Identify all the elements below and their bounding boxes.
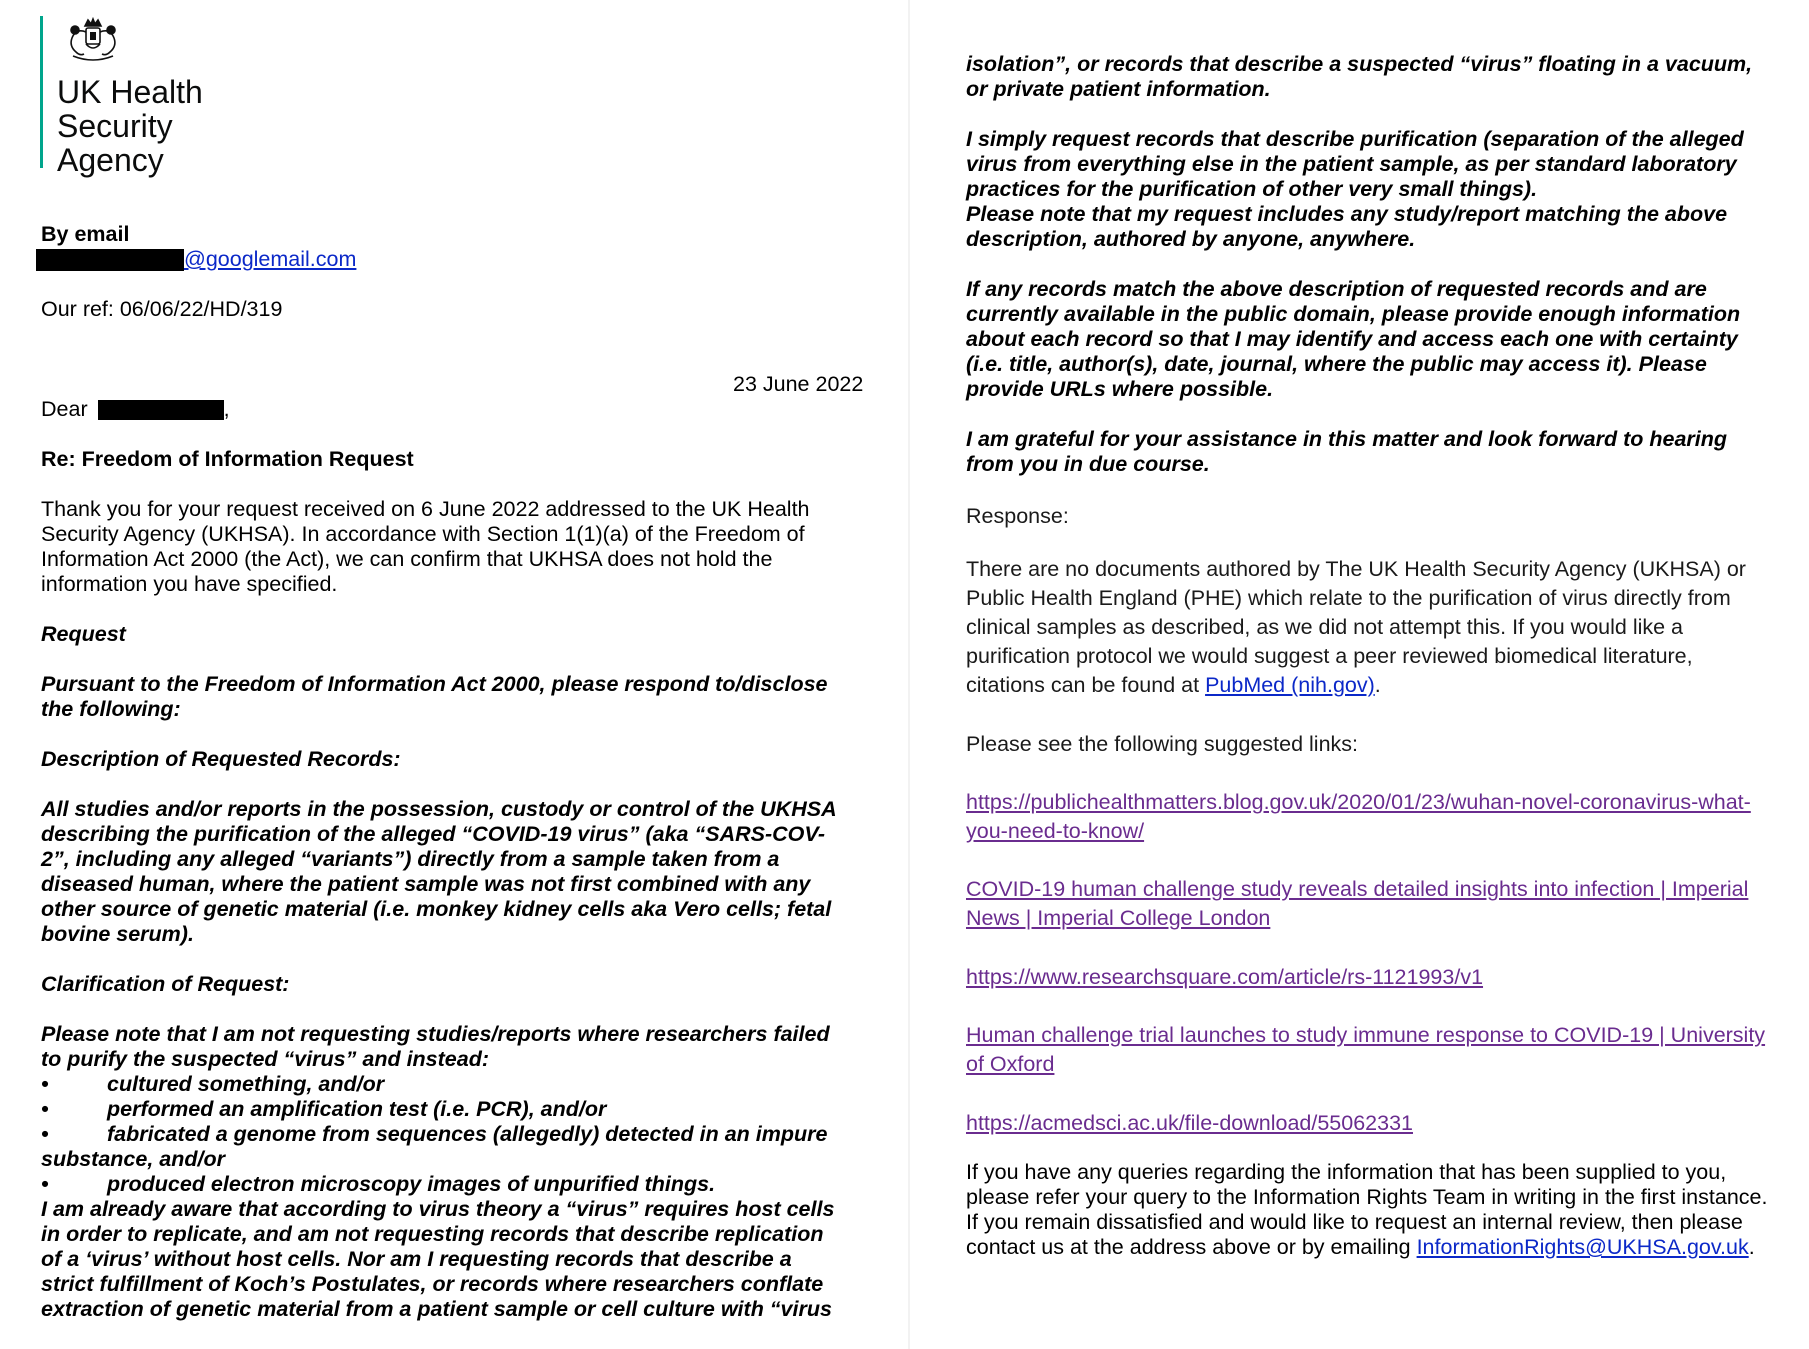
- suggested-link-1[interactable]: https://publichealthmatters.blog.gov.uk/2020/01/23/wuhan-novel-coronavirus-what- you-need-to-know/: [966, 790, 1751, 843]
- links-intro: Please see the following suggested links:: [966, 732, 1359, 756]
- our-reference: Our ref: 06/06/22/HD/319: [41, 297, 283, 321]
- suggested-link-2[interactable]: COVID-19 human challenge study reveals detailed insights into infection | Imperial News | Imperial College London: [966, 877, 1749, 930]
- letter-date: 23 June 2022: [733, 372, 864, 396]
- royal-coat-of-arms-icon: [63, 16, 123, 64]
- redaction-block: [98, 400, 224, 420]
- request-continuation: isolation”, or records that describe a suspected “virus” floating in a vacuum, or private patient information.: [966, 52, 1753, 101]
- logo-line-1: UK Health: [57, 74, 203, 110]
- pursuant-paragraph: Pursuant to the Freedom of Information Act 2000, please respond to/disclose the following:: [41, 672, 828, 721]
- pubmed-link[interactable]: PubMed (nih.gov): [1205, 673, 1375, 697]
- grateful-paragraph: I am grateful for your assistance in this matter and look forward to hearing from you in due course.: [966, 427, 1728, 476]
- information-rights-email-link[interactable]: InformationRights@UKHSA.gov.uk: [1416, 1235, 1749, 1259]
- suggested-link-5[interactable]: https://acmedsci.ac.uk/file-download/55062331: [966, 1111, 1413, 1135]
- letter-page-right: [910, 0, 1809, 1349]
- by-email-label: By email: [41, 222, 130, 246]
- list-item: • performed an amplification test (i.e. PCR), and/or: [41, 1097, 607, 1121]
- request-heading: Request: [41, 622, 126, 646]
- public-domain-paragraph: If any records match the above description of requested records and are currently available in the public domain, please provide enough information about each record so that I may identify and access each one with certainty (i.e. title, author(s), date, journal, where the public may access it). Please provide URLs where possible.: [966, 277, 1741, 401]
- list-item: • cultured something, and/or: [41, 1072, 385, 1096]
- intro-paragraph: Thank you for your request received on 6 June 2022 addressed to the UK Health Security Agency (UKHSA). In accordance with Section 1(1)(a) of the Freedom of Information Act 2000 (the Act), we can confirm that UKHSA does not hold the information you have specified.: [41, 497, 810, 596]
- closing-paragraph: If you have any queries regarding the information that has been supplied to you, please refer your query to the Information Rights Team in writing in the first instance. If you remain dissatisfied and would like to request an internal review, then please contact us at the address above or by emailing InformationRights@UKHSA.gov.uk.: [966, 1160, 1768, 1259]
- logo-line-2: Security: [57, 108, 173, 144]
- suggested-link-3[interactable]: https://www.researchsquare.com/article/rs-1121993/v1: [966, 965, 1484, 989]
- description-paragraph: All studies and/or reports in the possession, custody or control of the UKHSA describing the purification of the alleged “COVID-19 virus” (aka “SARS-COV- 2”, including any alleged “variants”) directly from a sample taken from a diseased human, where the patient sample was not first combined with any other source of genetic material (i.e. monkey kidney cells aka Vero cells; fetal bovine serum).: [41, 797, 837, 946]
- list-item: • fabricated a genome from sequences (allegedly) detected in an impure: [41, 1122, 828, 1146]
- ukhsa-logo: [40, 16, 203, 178]
- recipient-email: [36, 247, 356, 272]
- suggested-link-4[interactable]: Human challenge trial launches to study immune response to COVID-19 | University of Oxford: [966, 1023, 1766, 1076]
- list-item: • produced electron microscopy images of unpurified things.: [41, 1172, 716, 1196]
- salutation: Dear ,: [41, 397, 230, 421]
- email-domain-link[interactable]: @googlemail.com: [184, 247, 357, 271]
- clarification-paragraph: Please note that I am not requesting studies/reports where researchers failed to purify the suspected “virus” and instead: • cultured something, and/or • performed an amplification test (i.e. PCR), and/or • fabricated a genome from sequences (allegedly) detected in an impure substance, and/or • produced electron microscopy images of unpurified things. I am already aware that according to virus theory a “virus” requires host cells in order to replicate, and am not requesting records that describe replication of a ‘virus’ without host cells. Nor am I requesting records that describe a strict fulfillment of Koch’s Postulates, or records where researchers conflate extraction of genetic material from a patient sample or cell culture with “virus: [41, 1022, 901, 1322]
- simply-request-paragraph: I simply request records that describe purification (separation of the alleged virus from everything else in the patient sample, as per standard laboratory practices for the purification of other very small things). Please note that my request includes any study/report matching the above description, authored by anyone, anywhere.: [966, 127, 1744, 251]
- redaction-block: [36, 249, 184, 271]
- description-heading: Description of Requested Records:: [41, 747, 401, 771]
- logo-line-3: Agency: [57, 142, 164, 178]
- response-label: Response:: [966, 504, 1069, 528]
- subject-line: Re: Freedom of Information Request: [41, 447, 414, 471]
- response-paragraph: There are no documents authored by The UK Health Security Agency (UKHSA) or Public Health England (PHE) which relate to the purification of virus directly from clinical samples as described, as we did not attempt this. If you would like a purification protocol we would suggest a peer reviewed biomedical literature, citations can be found at PubMed (nih.gov).: [966, 557, 1746, 697]
- clarification-heading: Clarification of Request:: [41, 972, 290, 996]
